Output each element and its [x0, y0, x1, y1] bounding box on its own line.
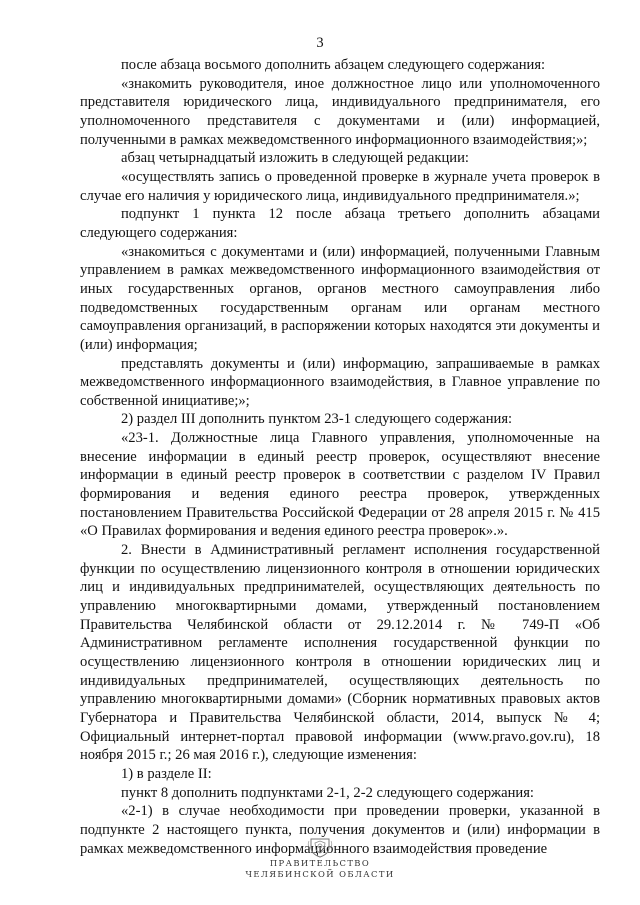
footer-government-name: ПРАВИТЕЛЬСТВО [269, 858, 371, 868]
paragraph: «знакомиться с документами и (или) информацией, полученными Главным управлением в рамках межведомственного информационного взаимодействия от иных государственных органов, органов местного самоуправления либо подведомственных государственным органам или органам местного самоуправления организаций, в распоряжении которых находятся эти документы и (или) информация; [80, 243, 600, 353]
page-number: 3 [316, 35, 324, 51]
paragraph: «знакомить руководителя, иное должностное лицо или уполномоченного представителя юридического лица, индивидуального предпринимателя, его уполномоченного представителя с документами и (или) информацией, полученными в рамках межведомственного информационного взаимодействия;»; [80, 75, 600, 148]
government-footer [0, 836, 640, 880]
paragraph: «осуществлять запись о проведенной проверке в журнале учета проверок в случае его наличия у юридического лица, индивидуального предпринимателя.»; [80, 168, 600, 204]
paragraph: 2. Внести в Административный регламент исполнения государственной функции по осуществлению лицензионного контроля в отношении юридических лиц и индивидуальных предпринимателей, осуществляющих деятельность по управлению многоквартирными домами, утвержденный постановлением Правительства Челябинской области от 29.12.2014 г. № 749-П «Об Административном регламенте исполнения государственной функции по осуществлению лицензионного контроля в отношении юридических лиц и индивидуальных предпринимателей, осуществляющих деятельность по управлению многоквартирными домами» (Сборник нормативных правовых актов Губернатора и Правительства Челябинской области, 2014, выпуск № 4; Официальный интернет-портал правовой информации (www.pravo.gov.ru), 18 ноября 2015 г.; 26 мая 2016 г.), следующие изменения: [80, 542, 600, 764]
paragraph: «23-1. Должностные лица Главного управления, уполномоченные на внесение информации в единый реестр проверок, осуществляют внесение информации в единый реестр проверок в соответствии с разделом IV Правил формирования и ведения единого реестра проверок, утвержденных постановлением Правительства Российской Федерации от 28 апреля 2015 г. № 415 «О Правилах формирования и ведения единого реестра проверок».». [80, 430, 600, 540]
paragraph: подпункт 1 пункта 12 после абзаца третьего дополнить абзацами следующего содержания: [80, 206, 600, 241]
document-body [80, 56, 600, 858]
paragraph: представлять документы и (или) информацию, запрашиваемые в рамках межведомственного информационного взаимодействия, в Главное управление по собственной инициативе;»; [80, 355, 600, 409]
coat-of-arms-icon [307, 836, 333, 858]
paragraph: абзац четырнадцатый изложить в следующей редакции: [121, 150, 469, 167]
paragraph: 2) раздел III дополнить пунктом 23-1 следующего содержания: [121, 411, 513, 428]
paragraph: пункт 8 дополнить подпунктами 2-1, 2-2 следующего содержания: [121, 784, 534, 801]
paragraph: после абзаца восьмого дополнить абзацем следующего содержания: [121, 57, 546, 73]
paragraph: «2-1) в случае необходимости при проведении проверки, указанной в подпункте 2 настоящего пункта, получения документов и (или) информации в рамках межведомственного информационного взаимодействия проведение [80, 803, 600, 857]
footer-region-name: ЧЕЛЯБИНСКОЙ ОБЛАСТИ [245, 869, 395, 879]
paragraph: 1) в разделе II: [121, 765, 212, 782]
